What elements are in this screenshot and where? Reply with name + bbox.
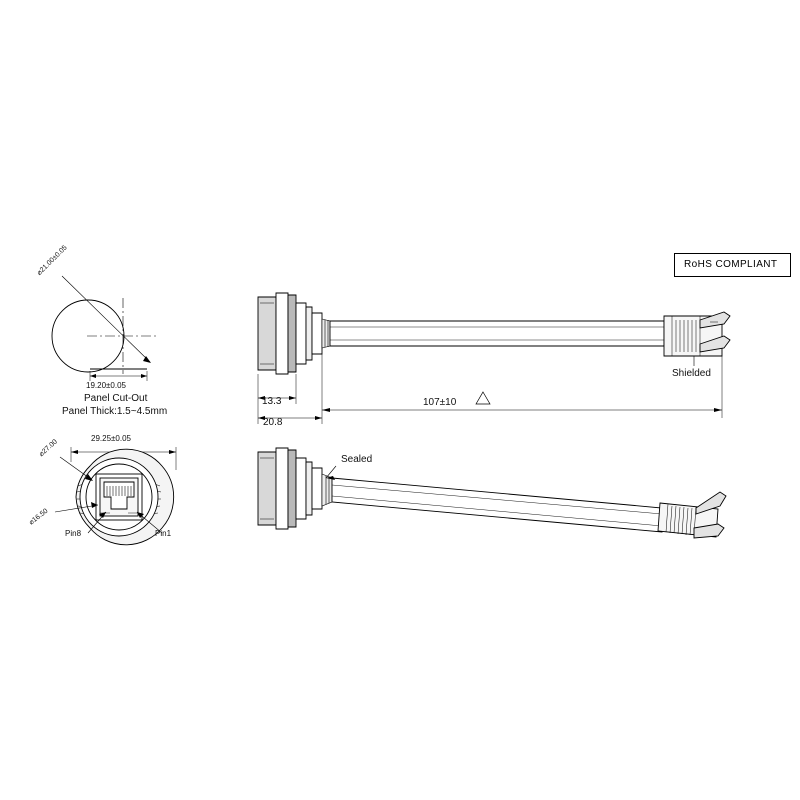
front-view-pin1-label: Pin1 — [155, 529, 172, 538]
panel-cutout-view — [52, 276, 159, 381]
panel-cutout-flat-label: 19.20±0.05 — [86, 381, 126, 390]
rohs-badge — [674, 253, 791, 277]
bottom-assembly-view — [258, 448, 726, 538]
panel-cutout-caption-line2: Panel Thick:1.5~4.5mm — [62, 406, 168, 417]
dim-body-label: 20.8 — [263, 417, 283, 428]
front-view-inner-diameter-label: ⌀16.50 — [28, 507, 50, 527]
top-assembly-view — [258, 293, 730, 424]
panel-cutout-caption-line1: Panel Cut-Out — [84, 393, 148, 404]
dim-front-label: 13.3 — [262, 396, 282, 407]
sealed-label: Sealed — [341, 454, 373, 465]
front-view-width-label: 29.25±0.05 — [91, 434, 131, 443]
dim-cable-label: 107±10 — [423, 397, 457, 408]
front-view-pin8-label: Pin8 — [65, 529, 82, 538]
front-view-outer-diameter-label: ⌀27.00 — [38, 438, 59, 459]
panel-cutout-diameter-label: ⌀21.00±0.05 — [36, 244, 69, 277]
shielded-label: Shielded — [672, 368, 711, 379]
rohs-badge-label: RoHS COMPLIANT — [684, 259, 778, 270]
